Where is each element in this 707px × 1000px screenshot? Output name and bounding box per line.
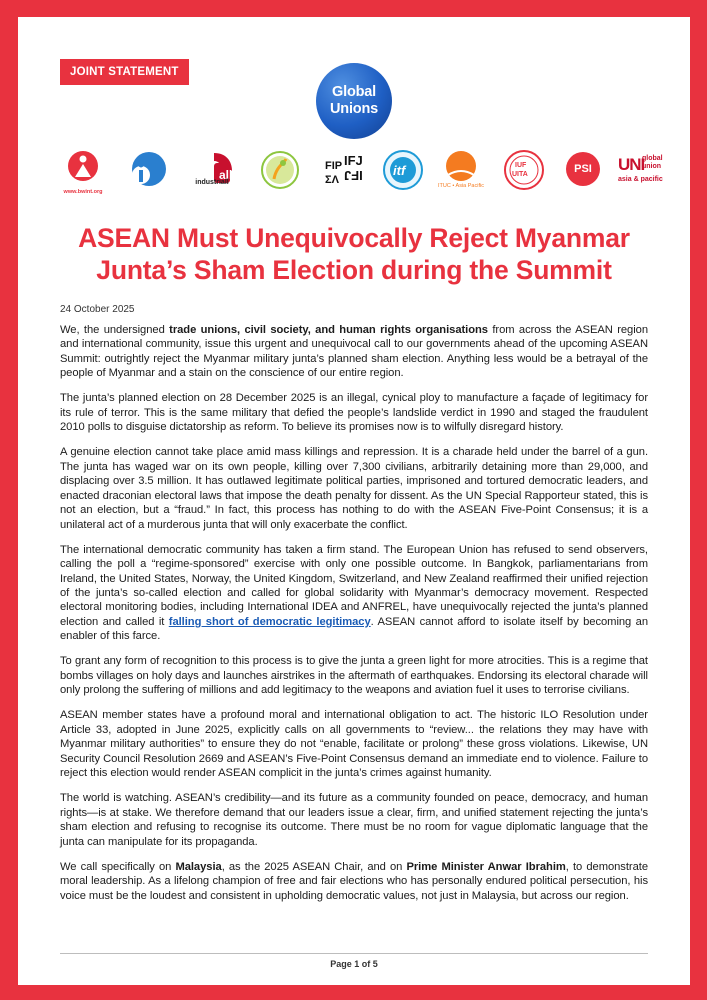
ifj-text: IFJ [344,153,363,168]
paragraph-8 [60,860,648,903]
bwint-logo [62,149,104,197]
uni-line2: union [642,163,662,170]
idwf-icon [258,149,300,193]
p8-text-a: We call specifically on [60,860,176,873]
global-unions-logo-line1: Global [332,84,376,100]
partner-logos-row [62,149,663,201]
uni-mark: UNI [618,155,645,174]
p4-text-c: . ASEAN cannot afford to isolate itself by becoming an enabler of this farce. [60,615,648,643]
title-line-1: ASEAN Must Unequivocally Reject Myanmar [78,223,630,253]
iuf-icon [502,149,546,193]
industriall-caption: industriall [195,179,229,186]
ifj-logo [322,149,364,197]
p1-text-a: We, the undersigned [60,324,170,336]
global-unions-logo [316,63,392,139]
paragraph-7: The world is watching. ASEAN’s credibility—and its future as a community founded on peace, democracy, and human rights—is at stake. We therefore demand that our leaders issue a clear, firm, and unified statement rejecting the junta’s sham election and refusing to recognise its outcome. There must be no room for vague diplomatic language that the junta can manipulate for its propaganda. [60,792,648,848]
ei-logo [126,149,168,197]
p1-bold: trade unions, civil society, and human rights organisations [169,324,488,336]
itf-icon [382,149,424,193]
page-number: Page 1 of 5 [330,959,378,969]
uni-wordmark [642,155,663,171]
uni-logo [618,149,668,197]
industriall-logo [192,149,234,197]
ituc-ap-caption: ITUC • Asia Pacific [438,183,484,189]
paragraph-2: The junta’s planned election on 28 December 2025 is an illegal, cynical ploy to manufacture a façade of legitimacy for its rule of terror. This is the same military that defied the people’s landslide verdict in 1990 and staged the fraudulent 2010 polls to disguise dictatorship as reform. To believe its promises now is to wilfully disregard history. [60,392,648,434]
bwint-icon [62,149,104,189]
p4-text-a: The international democratic community has taken a firm stand. The European Union has refused to send observers, calling the poll a “regime-sponsored” exercise with only one possible outcome. In Bangkok, parliamentarians from Ireland, the United States, Norway, the United Kingdom, Switzerland, and New Zealand reaffirmed their unified rejection of the junta’s so-called election and called for global solidarity with Myanmar’s democracy movement. Respected electoral monitoring bodies, including International IDEA and ANFREL, have unequivocally rejected the junta’s planned election and called it [60,543,648,628]
bwint-caption: www.bwint.org [63,189,103,195]
statement-body [60,323,648,914]
p8-text-e: , to demonstrate moral leadership. As a lifelong champion of free and fair elections who has personally endured political persecution, his voice must be the loudest and consistent in upholding democratic values, not just in Malaysia, but across our region. [60,860,648,902]
document-page [18,17,690,985]
iuf-logo [502,149,544,197]
joint-statement-badge: JOINT STATEMENT [60,59,189,85]
svg-text:FIP: FIP [325,160,343,172]
paragraph-1 [60,323,648,381]
democratic-legitimacy-link[interactable]: falling short of democratic legitimacy [168,615,371,628]
svg-text:IUF: IUF [515,162,527,169]
p1-text-c: from across the ASEAN region and international community, issue this urgent and unequivocal call to our governments ahead of the upcoming ASEAN Summit: outrightly reject the Myanmar military junta’s planned sham election. Anything less would be a betrayal of the people of Myanmar and a stain on the conscience of our entire region. [60,324,648,380]
title-line-2: Junta’s Sham Election during the Summit [96,255,612,285]
footer-divider [60,953,648,954]
psi-logo [562,149,604,197]
svg-text:all: all [219,168,233,182]
statement-date: 24 October 2025 [60,304,135,315]
paragraph-6: ASEAN member states have a profound moral and international obligation to act. The historic ILO Resolution under Article 33, adopted in June 2025, explicitly calls on all governments to “review... the relations they may have with Myanmar military authorities” to ensure they do not “enable, facilitate or prolong” these gross violations. Likewise, UN Security Council Resolution 2669 and ASEAN’s Five-Point Consensus demand an immediate end to violence. Failure to reject this election would render ASEAN complicit in the junta’s crimes against humanity. [60,709,648,780]
ituc-ap-logo [440,149,482,197]
p8-bold-pm: Prime Minister Anwar Ibrahim [406,860,566,873]
uni-line3: asia & pacific [618,176,663,183]
global-unions-logo-line2: Unions [330,101,378,117]
paragraph-3: A genuine election cannot take place amid mass killings and repression. It is a charade held under the barrel of a gun. The junta has waged war on its own people, killing over 7,300 civilians, arbitrarily detaining more than 29,000, and displacing over 3.5 million. It has outlawed legitimate political parties, imprisoned and tortured democratic leaders, and enacted draconian electoral laws that impose the death penalty for dissent. As the UN Special Rapporteur stated, this is not an election, but a “fraud.” In fact, this process has nothing to do with the ASEAN Five-Point Consensus; it is a unilateral act of a murderous junta that will only exacerbate the conflict. [60,446,648,531]
ifj-text-mirrored: IFJ [344,168,363,183]
ei-icon [126,149,168,193]
p8-bold-malaysia: Malaysia [175,860,222,873]
itf-logo [382,149,424,197]
uni-line1: global [642,155,663,162]
svg-text:ΣΛ: ΣΛ [325,174,339,186]
paragraph-5: To grant any form of recognition to this process is to give the junta a green light for more atrocities. This is a regime that bombs villages on holy days and launches airstrikes in the aftermath of earthquakes. Endorsing its electoral charade will only prolong the suffering of millions and add legitimacy to the weapons and aviation fuel it uses to terrorise civilians. [60,655,648,697]
psi-text: PSI [574,163,592,175]
svg-text:itf: itf [393,163,406,178]
svg-text:UITA: UITA [512,171,528,178]
p8-text-c: , as the 2025 ASEAN Chair, and on [221,860,407,873]
page-title [48,222,660,286]
paragraph-4 [60,543,648,644]
idwf-logo [258,149,300,197]
